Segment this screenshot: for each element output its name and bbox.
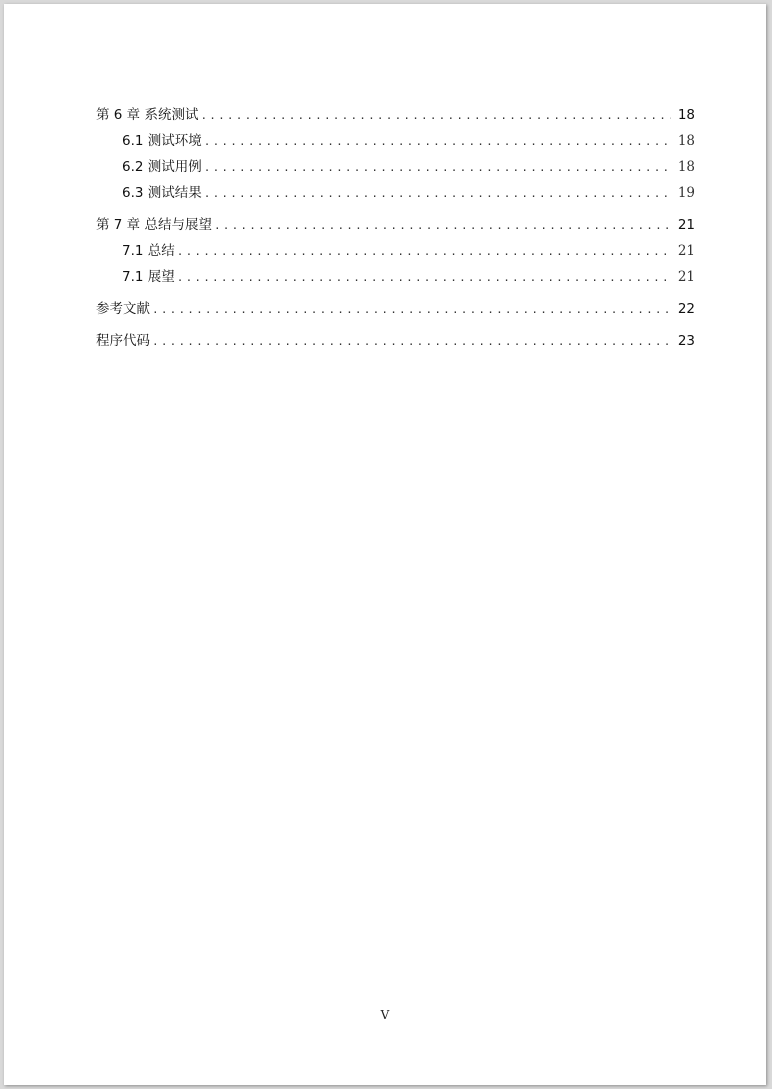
- toc-entry-title: 7.1 总结: [122, 243, 175, 259]
- toc-entry-section-6-3[interactable]: [96, 180, 695, 206]
- toc-entry-title: 参考文献: [96, 301, 150, 317]
- table-of-contents: [96, 102, 695, 354]
- dot-leader: [214, 213, 671, 239]
- toc-entry-source-code[interactable]: [96, 328, 695, 354]
- dot-leader: [204, 181, 671, 207]
- toc-entry-title: 6.2 测试用例: [122, 159, 202, 175]
- toc-entry-chapter-6[interactable]: [96, 102, 695, 128]
- toc-entry-page: 23: [677, 333, 695, 349]
- toc-entry-section-6-1[interactable]: [96, 128, 695, 154]
- page-number-footer: V: [380, 1008, 390, 1022]
- dot-leader: [200, 103, 671, 129]
- dot-leader: [177, 239, 671, 265]
- toc-entry-page: 21: [677, 269, 695, 285]
- toc-entry-page: 21: [677, 217, 695, 233]
- dot-leader: [204, 155, 671, 181]
- toc-entry-page: 19: [677, 185, 695, 201]
- toc-entry-title: 6.3 测试结果: [122, 185, 202, 201]
- toc-entry-title: 第 7 章 总结与展望: [96, 217, 212, 233]
- toc-entry-section-7-1-outlook[interactable]: [96, 264, 695, 290]
- toc-entry-title: 6.1 测试环境: [122, 133, 202, 149]
- toc-entry-section-6-2[interactable]: [96, 154, 695, 180]
- document-page: [4, 4, 766, 1085]
- toc-entry-title: 程序代码: [96, 333, 150, 349]
- toc-entry-page: 21: [677, 243, 695, 259]
- toc-entry-page: 18: [677, 159, 695, 175]
- toc-entry-page: 18: [677, 107, 695, 123]
- dot-leader: [177, 265, 671, 291]
- toc-entry-chapter-7[interactable]: [96, 212, 695, 238]
- toc-entry-section-7-1[interactable]: [96, 238, 695, 264]
- toc-entry-references[interactable]: [96, 296, 695, 322]
- toc-entry-title: 7.1 展望: [122, 269, 175, 285]
- toc-entry-page: 18: [677, 133, 695, 149]
- dot-leader: [204, 129, 671, 155]
- dot-leader: [152, 329, 671, 355]
- dot-leader: [152, 297, 671, 323]
- toc-entry-title: 第 6 章 系统测试: [96, 107, 199, 123]
- toc-entry-page: 22: [677, 301, 695, 317]
